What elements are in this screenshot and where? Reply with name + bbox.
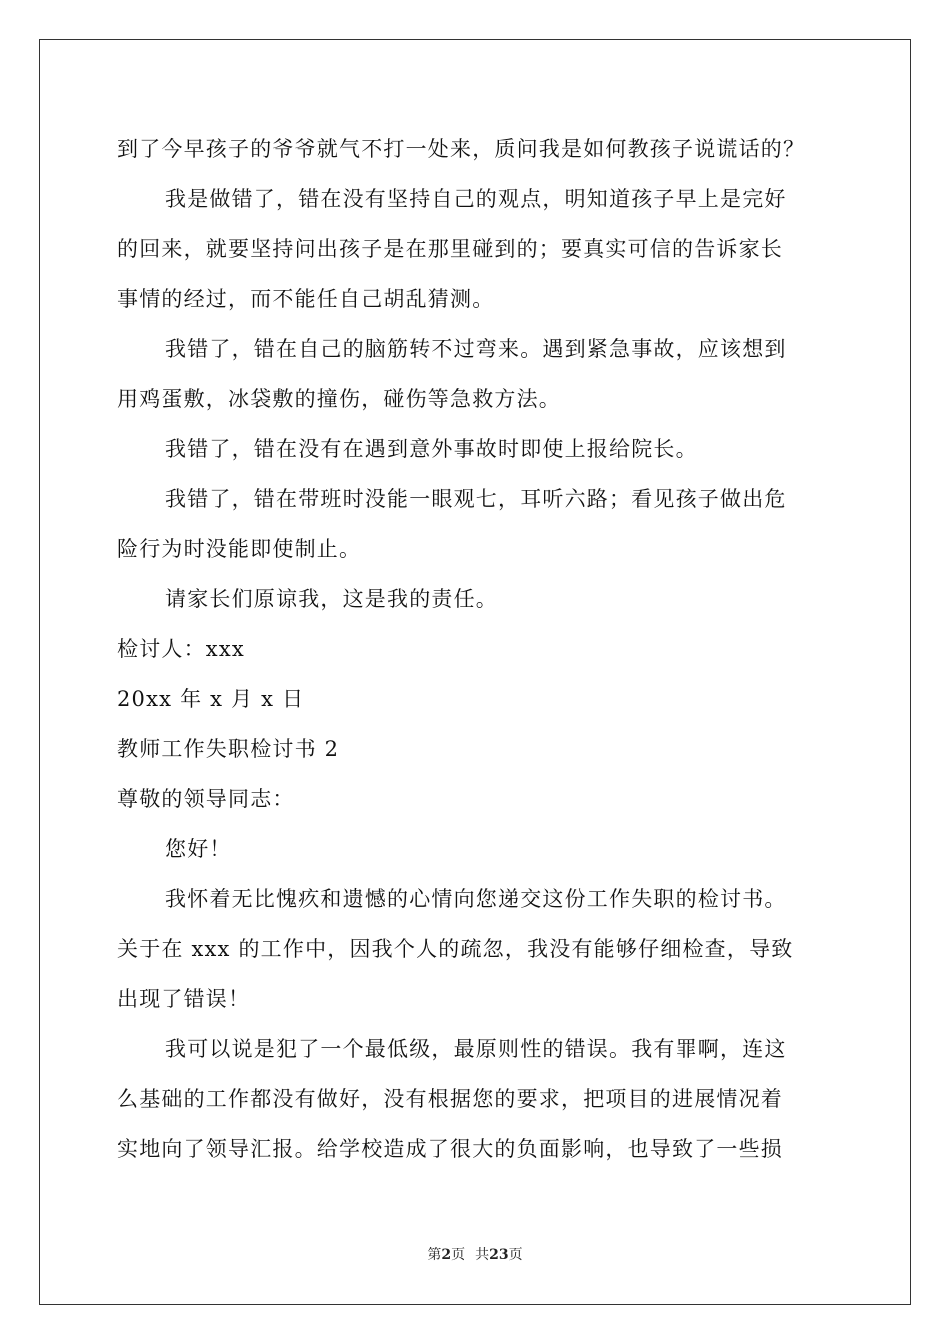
paragraph-line: 我错了，错在带班时没能一眼观七，耳听六路；看见孩子做出危 <box>165 487 787 511</box>
greeting: 您好！ <box>165 837 232 861</box>
text-line: 险行为时没能即使制止。 <box>117 537 362 561</box>
salutation: 尊敬的领导同志： <box>117 787 295 811</box>
total-suffix: 页 <box>508 1247 523 1263</box>
paragraph-line: 请家长们原谅我，这是我的责任。 <box>165 587 498 611</box>
text-line: 事情的经过，而不能任自己胡乱猜测。 <box>117 287 495 311</box>
text-line: 用鸡蛋敷，冰袋敷的撞伤，碰伤等急救方法。 <box>117 387 561 411</box>
paragraph-line: 我是做错了，错在没有坚持自己的观点，明知道孩子早上是完好 <box>165 187 787 211</box>
paragraph-line: 我错了，错在自己的脑筋转不过弯来。遇到紧急事故，应该想到 <box>165 337 787 361</box>
page-suffix: 页 <box>451 1247 466 1263</box>
section-title: 教师工作失职检讨书 2 <box>117 737 340 761</box>
total-prefix: 共 <box>475 1247 490 1263</box>
text-line: 关于在 xxx 的工作中，因我个人的疏忽，我没有能够仔细检查，导致 <box>117 937 794 961</box>
date-line: 20xx 年 x 月 x 日 <box>117 687 305 711</box>
page-footer <box>0 1244 950 1264</box>
document-body <box>117 124 837 1174</box>
text-line: 的回来，就要坚持问出孩子是在那里碰到的；要真实可信的告诉家长 <box>117 237 783 261</box>
text-line: 么基础的工作都没有做好，没有根据您的要求，把项目的进展情况着 <box>117 1087 783 1111</box>
total-pages: 23 <box>489 1247 509 1263</box>
page-number: 2 <box>441 1247 452 1263</box>
signature-line: 检讨人：xxx <box>117 637 245 661</box>
paragraph-line: 我可以说是犯了一个最低级，最原则性的错误。我有罪啊，连这 <box>165 1037 787 1061</box>
text-line: 实地向了领导汇报。给学校造成了很大的负面影响，也导致了一些损 <box>117 1137 783 1161</box>
text-line: 出现了错误！ <box>117 987 251 1011</box>
text-line: 到了今早孩子的爷爷就气不打一处来，质问我是如何教孩子说谎话的？ <box>117 137 806 161</box>
paragraph-line: 我怀着无比愧疚和遗憾的心情向您递交这份工作失职的检讨书。 <box>165 887 787 911</box>
paragraph-line: 我错了，错在没有在遇到意外事故时即使上报给院长。 <box>165 437 698 461</box>
page-prefix: 第 <box>427 1247 442 1263</box>
